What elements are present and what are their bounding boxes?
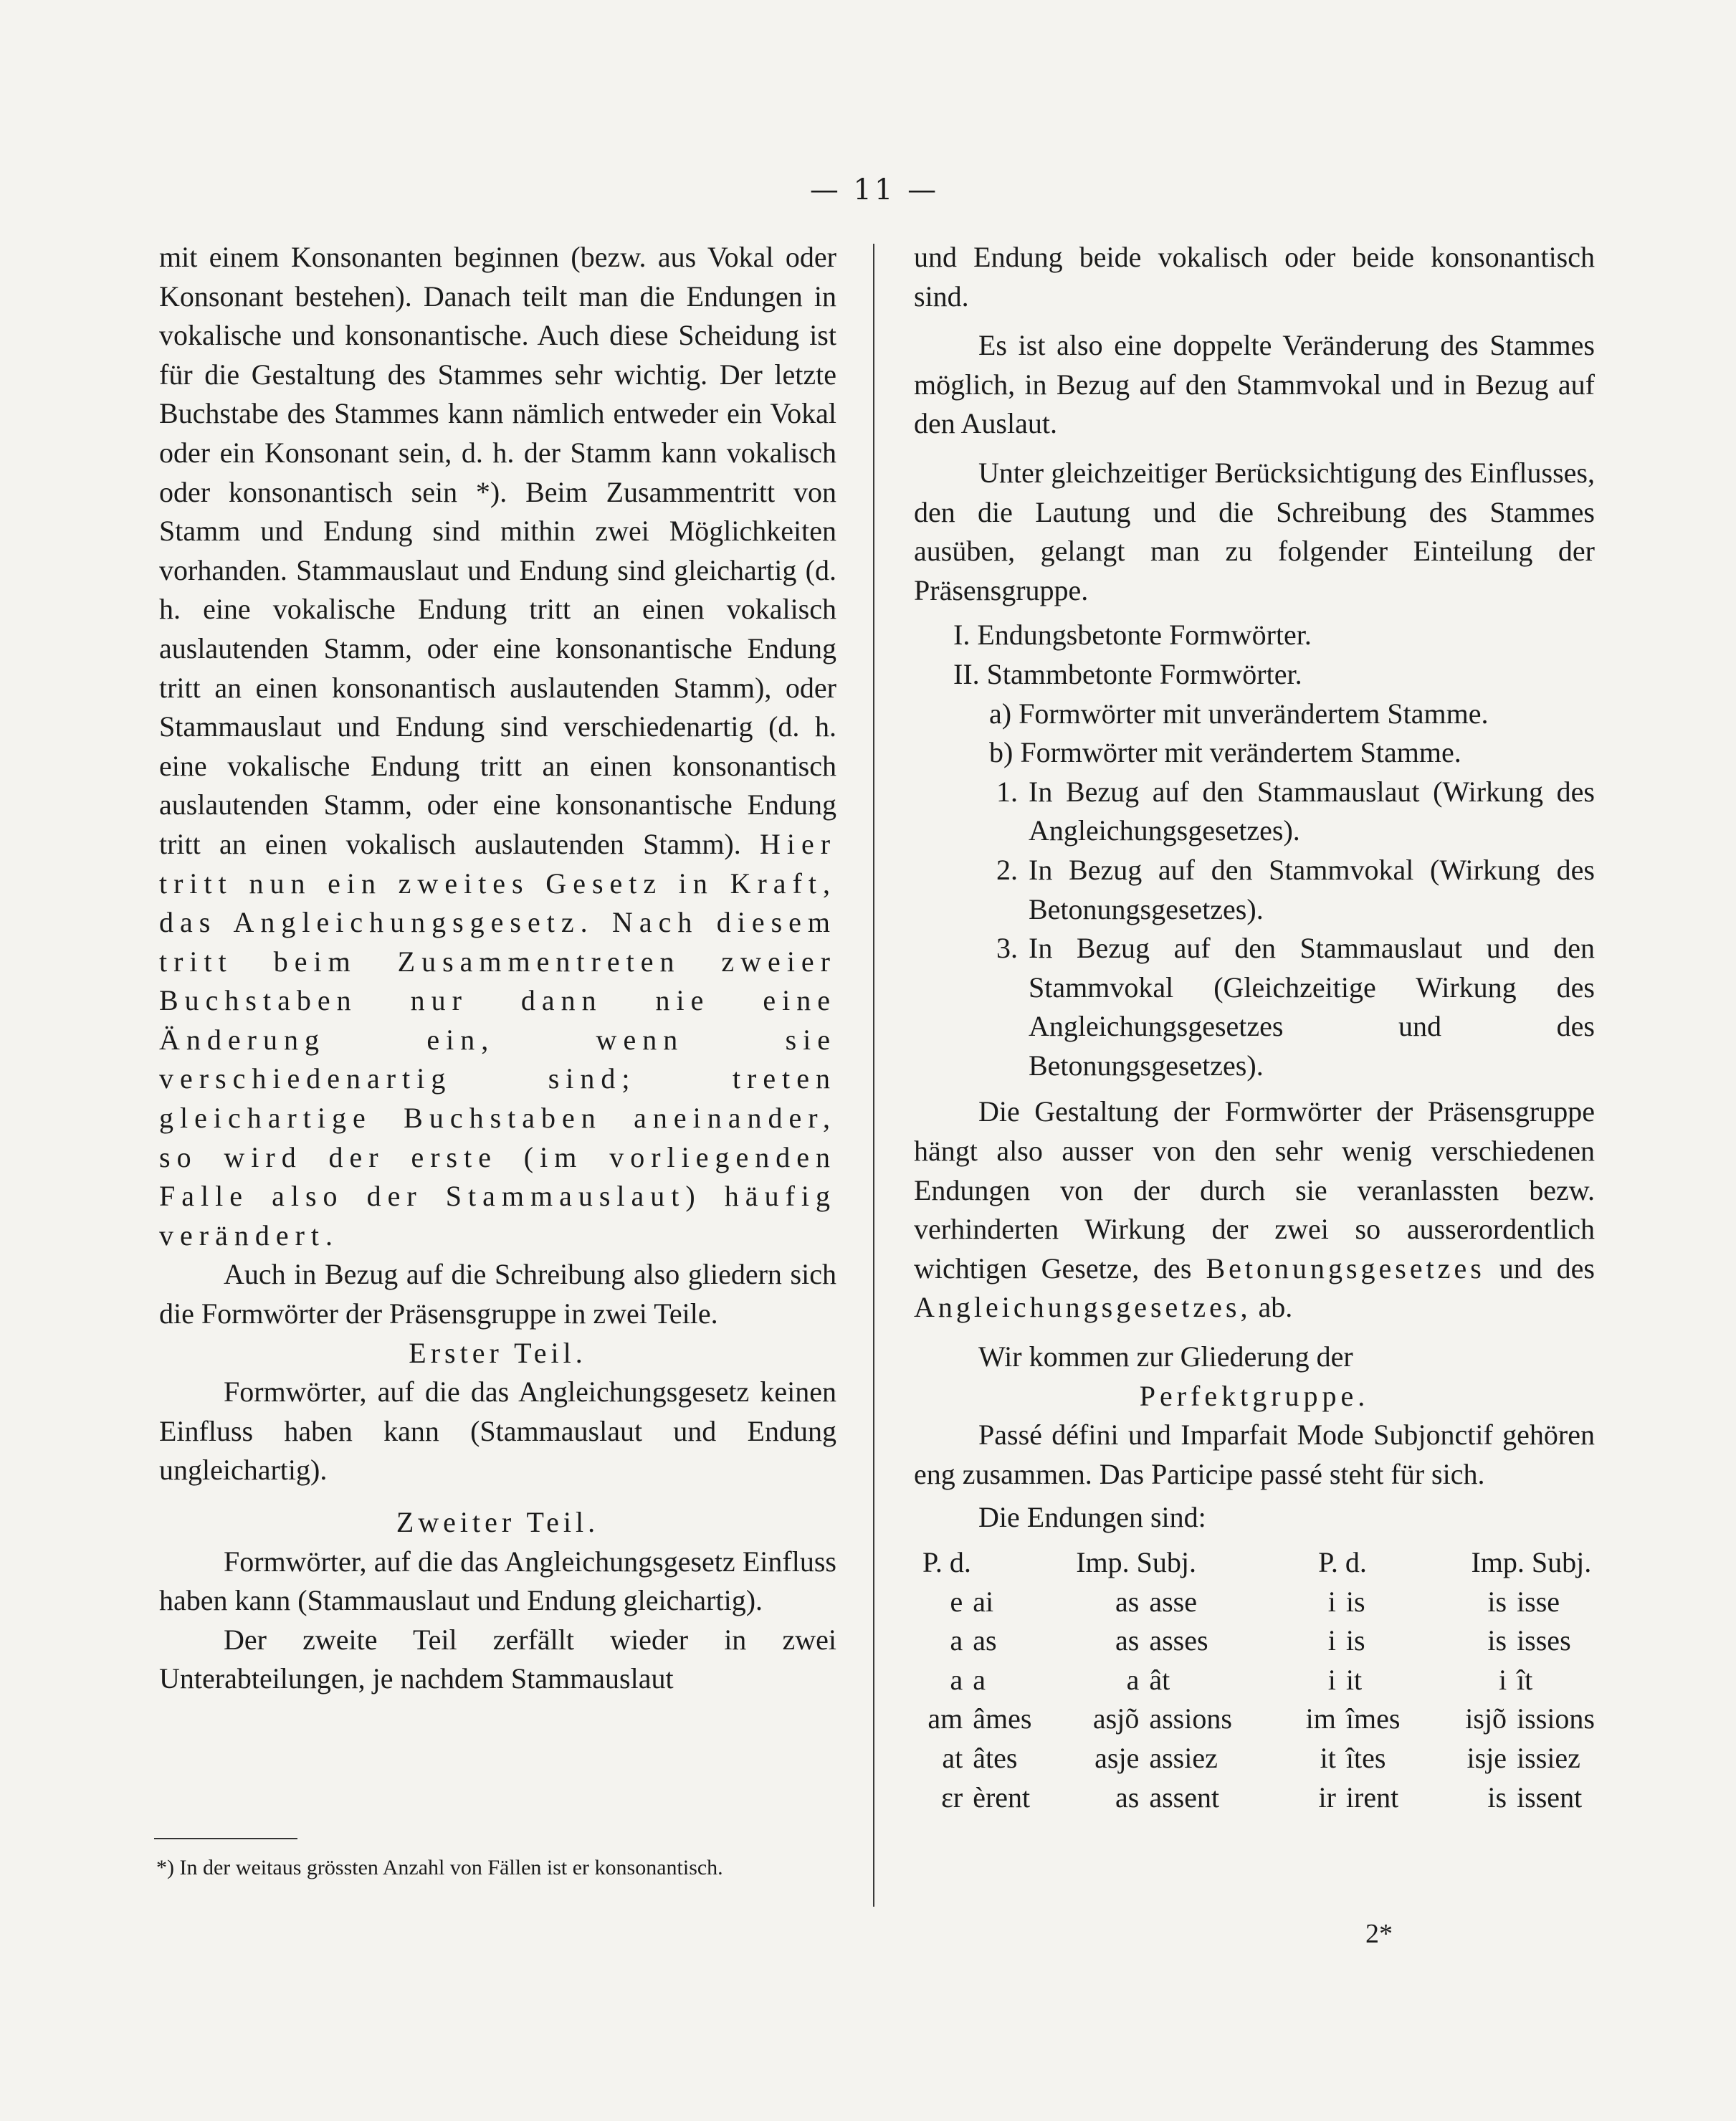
list-item-1: [914, 773, 1595, 851]
left-column: [159, 238, 836, 1699]
table-cell: issiez: [1517, 1741, 1580, 1774]
table-cell: it: [1320, 1741, 1336, 1774]
term-betonungsgesetz: Betonungsgesetzes: [1206, 1252, 1485, 1284]
table-cell: isjõ: [1465, 1702, 1507, 1735]
heading-perfektgruppe: Perfektgruppe.: [1139, 1379, 1370, 1412]
table-cell: assent: [1149, 1781, 1220, 1813]
table-cell: is: [1487, 1624, 1507, 1657]
table-cell: isse: [1517, 1585, 1560, 1618]
right-paragraph-4: [914, 1092, 1595, 1328]
table-cell: assions: [1149, 1702, 1232, 1735]
right-paragraph-2: Es ist also eine doppelte Veränderung des Stammes möglich, in Bezug auf den Stammvokal und in Bezug auf den Auslaut.: [914, 329, 1595, 440]
right-paragraph-6: Passé défini und Imparfait Mode Subjonctif gehören eng zusammen. Das Participe passé steht für sich.: [914, 1419, 1595, 1490]
page-number: — 11 —: [809, 173, 940, 206]
table-cell: it: [1345, 1663, 1363, 1696]
table-cell: as: [1115, 1585, 1140, 1618]
table-row: [914, 1621, 1595, 1661]
heading-zweiter-teil: Zweiter Teil.: [396, 1506, 600, 1538]
table-cell: isses: [1517, 1624, 1571, 1657]
endings-table: [914, 1543, 1595, 1817]
table-cell: isje: [1466, 1741, 1507, 1774]
table-cell: îmes: [1345, 1702, 1401, 1735]
left-paragraph-1: [159, 238, 836, 1255]
table-cell: as: [1115, 1781, 1140, 1813]
table-header-cell: Imp. Subj.: [1471, 1546, 1592, 1578]
table-cell: asjõ: [1092, 1702, 1140, 1735]
table-header-cell: P. d.: [1318, 1546, 1367, 1578]
list-item-a: a) Formwörter mit unverändertem Stamme.: [989, 697, 1489, 730]
list-item-1-number: 1.: [996, 775, 1018, 808]
table-cell: i: [1327, 1585, 1336, 1618]
right-column: [914, 238, 1595, 1817]
left-paragraph-1-text: mit einem Konsonanten beginnen (bezw. aus Vokal oder Konsonant bestehen). Danach teilt man die Endungen in vokalische und konsonantische. Auch diese Scheidung ist für die Gestaltung des Stammes sehr wichtig. Der letzte Buchstabe des Stammes kann nämlich entweder ein Vokal oder ein Konsonant sein, d. h. der Stamm kann vokalisch oder konsonantisch sein *). Beim Zusammentritt von Stamm und Endung sind mithin zwei Möglichkeiten vorhanden. Stammauslaut und Endung sind gleichartig (d. h. eine vokalische Endung tritt an einen vokalisch auslautenden Stamm, oder eine konsonantische Endung tritt an einen konsonantisch auslautenden Stamm), oder Stammauslaut und Endung sind verschiedenartig (d. h. eine vokalische Endung tritt an einen konsonantisch auslautenden Stamm, oder eine konsonantische Endung tritt an einen vokalisch auslautenden Stamm).: [159, 241, 836, 860]
right-paragraph-4-connector: und des: [1499, 1252, 1596, 1284]
column-divider: [873, 244, 874, 1907]
table-cell: assiez: [1149, 1741, 1218, 1774]
table-header-row: [914, 1543, 1595, 1583]
table-row: [914, 1583, 1595, 1622]
right-paragraph-7: Die Endungen sind:: [978, 1501, 1206, 1534]
table-header-cell: P. d.: [922, 1546, 971, 1578]
table-header-cell: Imp. Subj.: [1076, 1546, 1196, 1578]
right-paragraph-4-end: ab.: [1258, 1291, 1293, 1324]
left-paragraph-1-spaced: Hier tritt nun ein zweites Gesetz in Kraft, das Angleichungsgesetz. Nach diesem tritt beim Zusammentreten zweier Buchstaben nur dann nie eine Änderung ein, wenn sie verschiedenartig sind; treten gleichartige Buchstaben aneinander, so wird der erste (im vorliegenden Falle also der Stammauslaut) häufig verändert.: [159, 827, 837, 1252]
list-item-1-text: In Bezug auf den Stammauslaut (Wirkung des Angleichungsgesetzes).: [1029, 775, 1595, 847]
table-cell: asje: [1094, 1741, 1140, 1774]
right-paragraph-3: Unter gleichzeitiger Berücksichtigung des Einflusses, den die Lautung und die Schreibung des Stammes ausüben, gelangt man zu folgender Einteilung der Präsensgruppe.: [914, 456, 1595, 606]
table-cell: a: [973, 1663, 986, 1696]
table-cell: âmes: [973, 1702, 1032, 1735]
right-paragraph-1: und Endung beide vokalisch oder beide konsonantisch sind.: [914, 241, 1595, 313]
list-item-3-text: In Bezug auf den Stammauslaut und den Stammvokal (Gleichzeitige Wirkung des Angleichungsgesetzes und des Betonungsgesetzes).: [1029, 932, 1595, 1082]
table-cell: e: [950, 1585, 963, 1618]
right-paragraph-5: Wir kommen zur Gliederung der: [978, 1340, 1353, 1373]
table-cell: a: [950, 1624, 963, 1657]
table-cell: i: [1498, 1663, 1507, 1696]
table-cell: a: [950, 1663, 963, 1696]
table-cell: im: [1305, 1702, 1336, 1735]
signature-mark: 2*: [1365, 1919, 1393, 1949]
table-cell: issions: [1517, 1702, 1595, 1735]
left-paragraph-5: Der zweite Teil zerfällt wieder in zwei Unterabteilungen, je nachdem Stammauslaut: [159, 1623, 836, 1695]
table-cell: ir: [1318, 1781, 1336, 1813]
right-paragraph-4-text: Die Gestaltung der Formwörter der Präsensgruppe hängt also ausser von den sehr wenig verschiedenen Endungen von der durch sie veranlassten bezw. verhinderten Wirkung der zwei so ausserordentlich wichtigen Gesetze, des: [914, 1095, 1595, 1284]
footnote-rule: [154, 1838, 297, 1839]
table-cell: asse: [1149, 1585, 1197, 1618]
table-cell: as: [973, 1624, 997, 1657]
table-cell: at: [942, 1741, 963, 1774]
table-cell: i: [1327, 1663, 1336, 1696]
list-item-b: b) Formwörter mit verändertem Stamme.: [989, 736, 1461, 769]
footnote: *) In der weitaus grössten Anzahl von Fällen ist er konsonantisch.: [156, 1856, 723, 1879]
table-row: [914, 1739, 1595, 1778]
list-item-2-number: 2.: [996, 853, 1018, 886]
left-paragraph-3: Formwörter, auf die das Angleichungsgesetz keinen Einfluss haben kann (Stammauslaut und Endung ungleichartig).: [159, 1376, 836, 1487]
table-cell: èrent: [973, 1781, 1031, 1813]
list-item-2: [914, 851, 1595, 929]
table-cell: is: [1345, 1585, 1365, 1618]
list-item-I: I. Endungsbetonte Formwörter.: [953, 619, 1312, 652]
list-item-2-text: In Bezug auf den Stammvokal (Wirkung des Betonungsgesetzes).: [1029, 853, 1595, 925]
table-cell: issent: [1517, 1781, 1583, 1813]
list-item-3-number: 3.: [996, 932, 1018, 965]
table-cell: ai: [973, 1585, 994, 1618]
term-angleichungsgesetz: Angleichungsgesetzes,: [914, 1291, 1251, 1324]
table-cell: is: [1345, 1624, 1365, 1657]
table-row: [914, 1700, 1595, 1739]
list-item-3: [914, 929, 1595, 1085]
left-paragraph-4: Formwörter, auf die das Angleichungsgesetz Einfluss haben kann (Stammauslaut und Endung gleichartig).: [159, 1545, 836, 1617]
table-cell: ât: [1149, 1663, 1170, 1696]
table-cell: ɛr: [941, 1781, 963, 1813]
table-cell: âtes: [973, 1741, 1018, 1774]
table-cell: a: [1126, 1663, 1140, 1696]
table-cell: ît: [1517, 1663, 1533, 1696]
table-row: [914, 1661, 1595, 1700]
table-cell: irent: [1345, 1781, 1399, 1813]
table-cell: is: [1487, 1781, 1507, 1813]
table-cell: asses: [1149, 1624, 1208, 1657]
heading-erster-teil: Erster Teil.: [409, 1336, 587, 1369]
table-cell: i: [1327, 1624, 1336, 1657]
left-paragraph-2: Auch in Bezug auf die Schreibung also gliedern sich die Formwörter der Präsensgruppe in zwei Teile.: [159, 1258, 836, 1330]
table-row: [914, 1778, 1595, 1818]
table-cell: îtes: [1345, 1741, 1386, 1774]
list-item-II: II. Stammbetonte Formwörter.: [953, 657, 1302, 690]
table-cell: am: [927, 1702, 963, 1735]
table-cell: is: [1487, 1585, 1507, 1618]
table-cell: as: [1115, 1624, 1140, 1657]
